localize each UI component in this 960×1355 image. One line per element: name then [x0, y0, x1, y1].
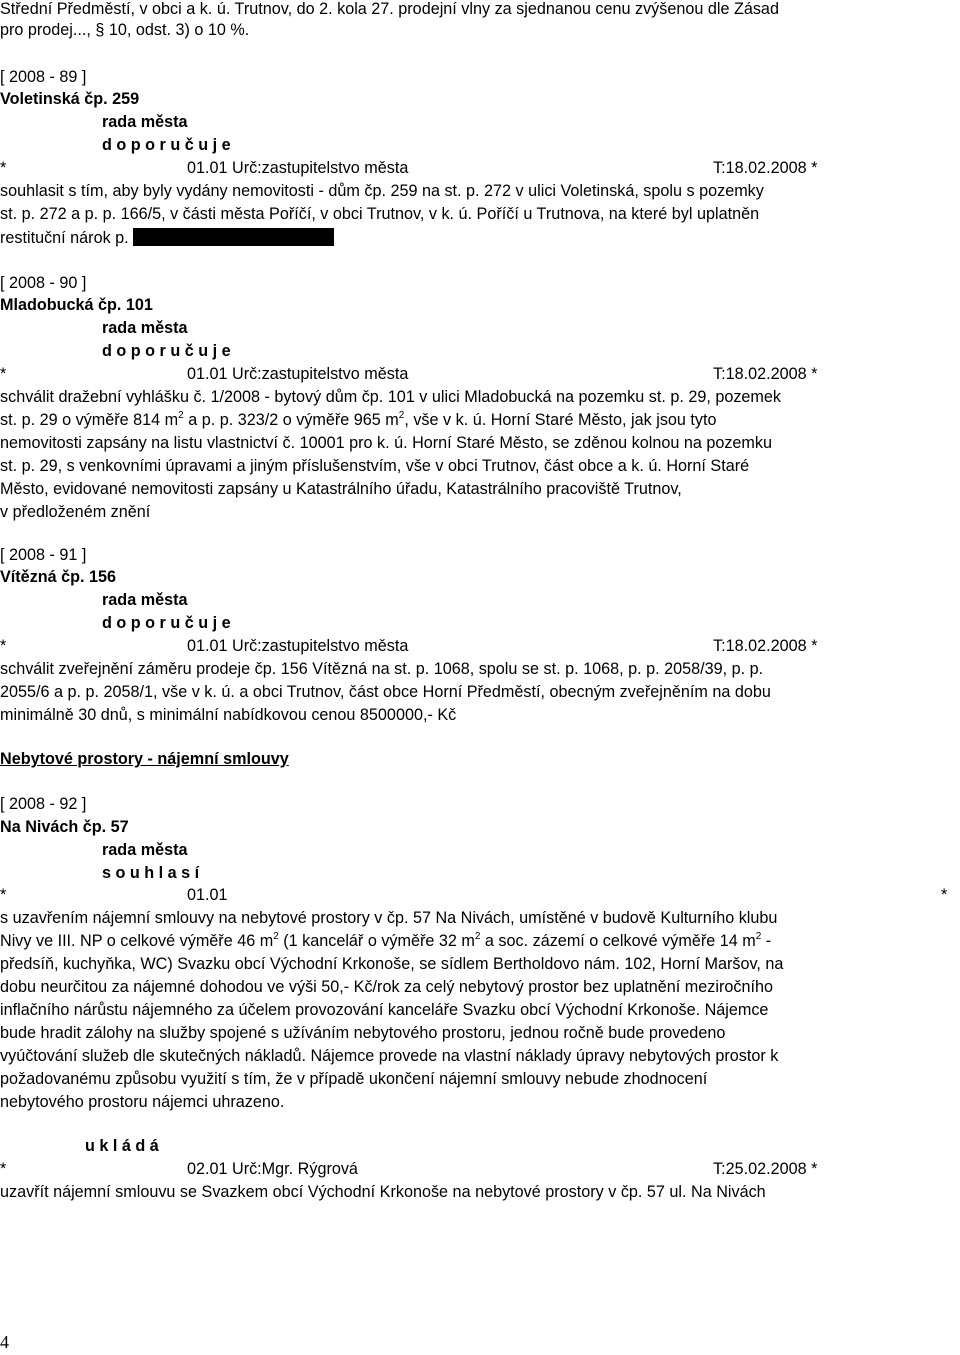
superscript: 2: [474, 930, 481, 942]
text-line: inflačního nárůstu nájemného za účelem provozování kanceláře Svazku obcí Východní Krkonoše. Nájemce: [0, 1001, 769, 1019]
text-line: bude hradit zálohy na služby spojené s užíváním nebytového prostoru, jednou ročně bude provedeno: [0, 1024, 726, 1042]
body-label: rada města: [102, 319, 188, 337]
redaction-bar: [133, 228, 334, 246]
text-line: [0, 932, 771, 951]
meta-code: 01.01: [187, 886, 228, 904]
text-line: [0, 228, 334, 248]
text-line: st. p. 29, s venkovními úpravami a jiným příslušenstvím, vše v obci Trutnov, část obce a k. ú. Horní Staré: [0, 457, 750, 475]
meta-star: *: [0, 886, 7, 904]
text-line: dobu neurčitou za nájemné dohodou ve výši 50,- Kč/rok za celý nebytový prostor bez uplatnění meziročního: [0, 978, 773, 996]
meta-star: *: [0, 1160, 7, 1178]
text-line: s uzavřením nájemní smlouvy na nebytové prostory v čp. 57 Na Nivách, umístěné v budově Kulturního klubu: [0, 909, 778, 927]
item-title: Voletinská čp. 259: [0, 90, 140, 108]
body-label: rada města: [102, 113, 188, 131]
item-title: Na Nivách čp. 57: [0, 818, 129, 836]
item-title: Mladobucká čp. 101: [0, 296, 153, 314]
superscript: 2: [398, 409, 405, 421]
text-line: schválit zveřejnění záměru prodeje čp. 156 Vítězná na st. p. 1068, spolu se st. p. 1068, p. p. 2058/39, p. p.: [0, 660, 764, 678]
text-line: v předloženém znění: [0, 503, 151, 521]
meta-term: T:18.02.2008 *: [713, 159, 818, 177]
verb-label: d o p o r u č u j e: [102, 342, 231, 360]
text-line: pro prodej..., § 10, odst. 3) o 10 %.: [0, 21, 250, 39]
text-line: nebytového prostoru nájemci uhrazeno.: [0, 1093, 285, 1111]
body-label: rada města: [102, 841, 188, 859]
meta-code: 01.01 Urč:zastupitelstvo města: [187, 159, 409, 177]
superscript: 2: [273, 930, 279, 942]
superscript: 2: [178, 409, 184, 421]
item-ref: [ 2008 - 90 ]: [0, 274, 87, 292]
text-line: nemovitosti zapsány na listu vlastnictví č. 10001 pro k. ú. Horní Staré Město, se zděnou kolnou na pozemku: [0, 434, 773, 452]
meta-star: *: [0, 159, 7, 177]
meta-term: T:18.02.2008 *: [713, 637, 818, 655]
item-ref: [ 2008 - 91 ]: [0, 546, 87, 564]
meta-star: *: [0, 637, 7, 655]
text-segment: a soc. zázemí o celkové výměře 14 m: [480, 932, 756, 950]
text-line: 2055/6 a p. p. 2058/1, vše v k. ú. a obci Trutnov, část obce Horní Předměstí, obecným zveřejněním na dobu: [0, 683, 771, 701]
text-line: Střední Předměstí, v obci a k. ú. Trutnov, do 2. kola 27. prodejní vlny za sjednanou cenu zvýšenou dle Zásad: [0, 0, 779, 18]
text-segment: Nivy ve III. NP o celkové výměře 46 m: [0, 932, 274, 950]
text-line: požadovanému způsobu využití s tím, že v případě ukončení nájemní smlouvy nebude zhodnocení: [0, 1070, 708, 1088]
text-line: Město, evidované nemovitosti zapsány u Katastrálního úřadu, Katastrálního pracoviště Trutnov,: [0, 480, 682, 498]
meta-star: *: [0, 365, 7, 383]
text-segment: -: [761, 932, 772, 950]
text-line: souhlasit s tím, aby byly vydány nemovitosti - dům čp. 259 na st. p. 272 v ulici Voletinská, spolu s pozemky: [0, 182, 764, 200]
text-segment: , vše v k. ú. Horní Staré Město, jak jsou tyto: [404, 411, 717, 429]
meta-term: T:18.02.2008 *: [713, 365, 818, 383]
text-line-content: restituční nárok p.: [0, 229, 129, 247]
item-ref: [ 2008 - 92 ]: [0, 795, 87, 813]
page-number: 4: [0, 1332, 9, 1352]
verb-label: s o u h l a s í: [102, 864, 200, 882]
text-line: předsíň, kuchyňka, WC) Svazku obcí Východní Krkonoše, se sídlem Bertholdovo nám. 102, Horní Maršov, na: [0, 955, 784, 973]
text-line: vyúčtování služeb dle skutečných nákladů. Nájemce provede na vlastní náklady úpravy nebytových prostor k: [0, 1047, 779, 1065]
meta-code: 02.01 Urč:Mgr. Rýgrová: [187, 1160, 358, 1178]
verb-label: d o p o r u č u j e: [102, 136, 231, 154]
text-line: schválit dražební vyhlášku č. 1/2008 - bytový dům čp. 101 v ulici Mladobucká na pozemku st. p. 29, pozemek: [0, 388, 781, 406]
superscript: 2: [755, 930, 762, 942]
text-line: uzavřít nájemní smlouvu se Svazkem obcí Východní Krkonoše na nebytové prostory v čp. 57 ul. Na Nivách: [0, 1183, 766, 1201]
verb-label: u k l á d á: [85, 1137, 159, 1155]
meta-term: *: [941, 886, 948, 904]
meta-term: T:25.02.2008 *: [713, 1160, 818, 1178]
body-label: rada města: [102, 591, 188, 609]
text-segment: (1 kancelář o výměře 32 m: [278, 932, 475, 950]
text-line: st. p. 272 a p. p. 166/5, v části města Poříčí, v obci Trutnov, v k. ú. Poříčí u Trutnova, na které byl uplatněn: [0, 205, 760, 223]
item-ref: [ 2008 - 89 ]: [0, 68, 87, 86]
meta-code: 01.01 Urč:zastupitelstvo města: [187, 365, 409, 383]
verb-label: d o p o r u č u j e: [102, 614, 231, 632]
text-segment: st. p. 29 o výměře 814 m: [0, 411, 179, 429]
meta-code: 01.01 Urč:zastupitelstvo města: [187, 637, 409, 655]
item-title: Vítězná čp. 156: [0, 568, 117, 586]
section-heading: Nebytové prostory - nájemní smlouvy: [0, 750, 289, 768]
text-segment: a p. p. 323/2 o výměře 965 m: [183, 411, 399, 429]
text-line: [0, 411, 717, 430]
text-line: minimálně 30 dnů, s minimální nabídkovou cenou 8500000,- Kč: [0, 706, 457, 724]
